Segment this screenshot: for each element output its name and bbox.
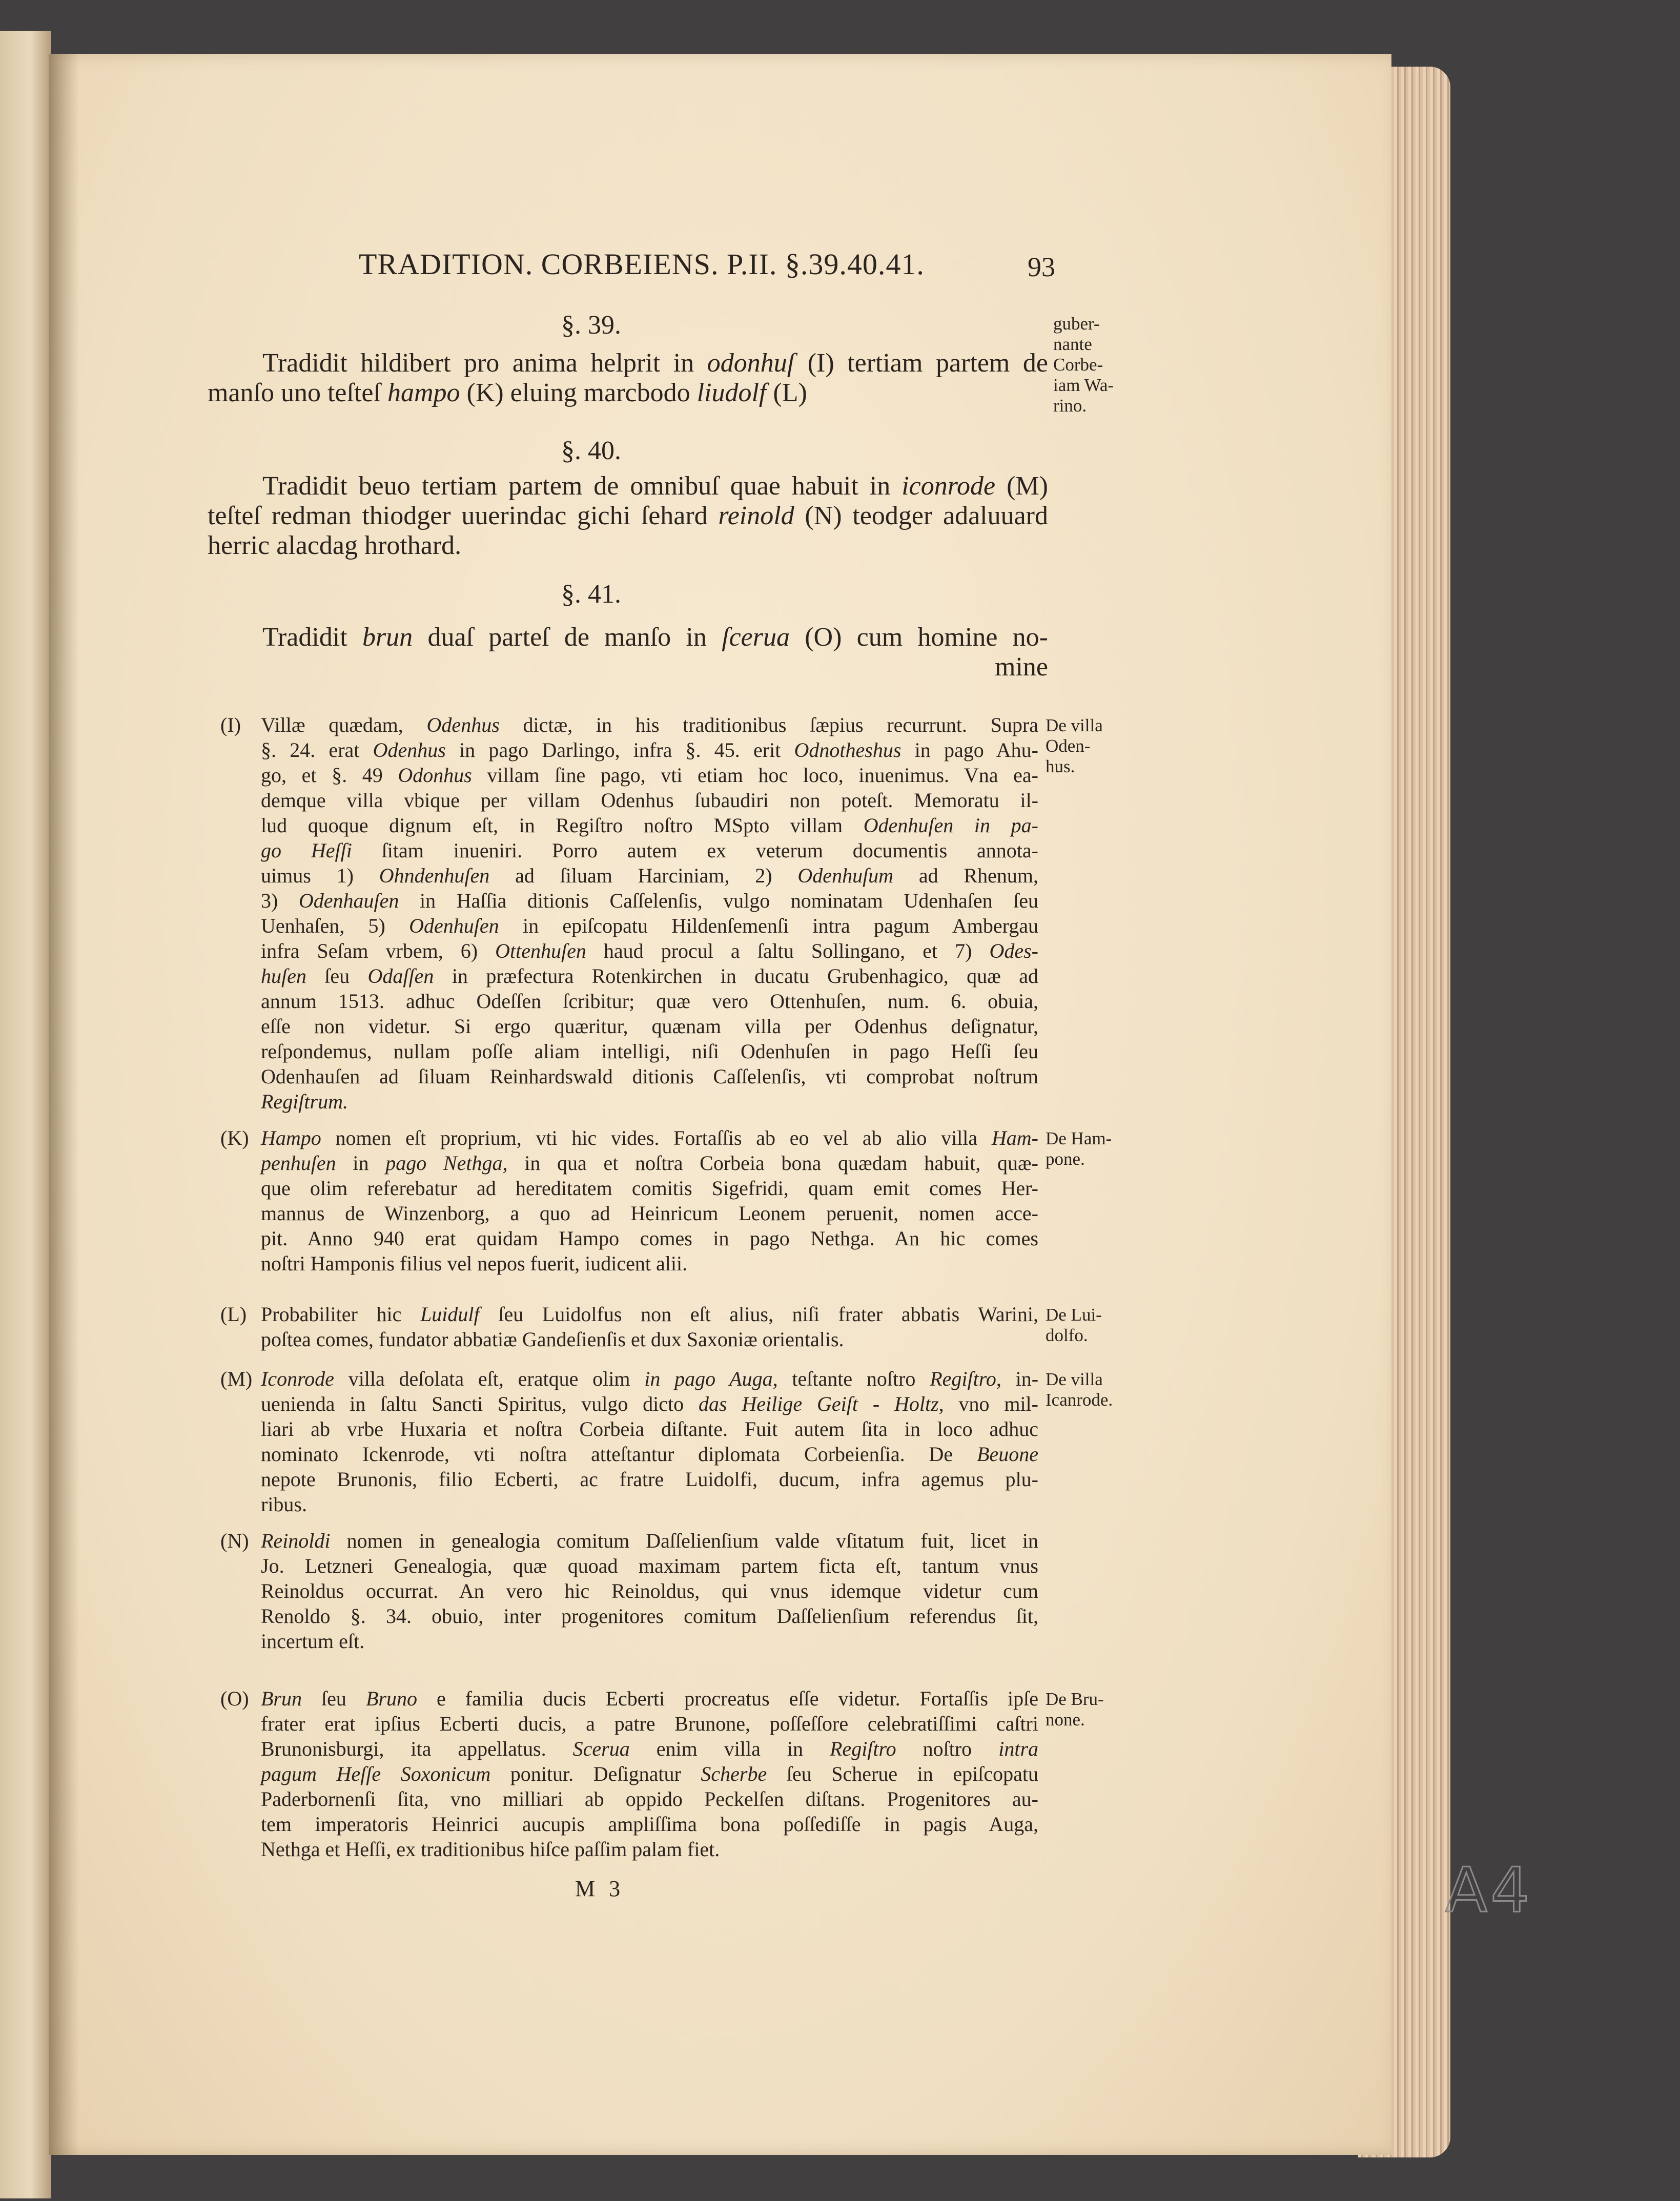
roman-text: (L) — [766, 378, 807, 407]
margin-note-line: nante — [1053, 334, 1092, 354]
roman-text: Odenhauſen ad ſiluam Reinhardswald ditionis Caſſelenſis, vti comprobat noſtrum — [261, 1065, 1038, 1088]
text-line — [261, 1629, 1038, 1654]
margin-note-line: guber- — [1053, 314, 1100, 334]
text-line — [261, 1039, 1038, 1064]
roman-text: noſtro — [896, 1737, 999, 1760]
section-heading: §. 41. — [561, 580, 621, 609]
margin-note-line: rino. — [1053, 396, 1087, 416]
page-number: 93 — [1028, 252, 1055, 282]
gutter-shadow — [49, 54, 79, 2155]
text-line — [261, 1416, 1038, 1442]
roman-text: manſo uno teſteſ — [208, 378, 387, 407]
text-line — [208, 531, 1048, 561]
roman-text: Uenhaſen, 5) — [261, 914, 409, 937]
roman-text: Brunonisburgi, ita appellatus. — [261, 1737, 573, 1760]
text-line — [261, 1327, 1038, 1352]
roman-text: Reinoldus occurrat. An vero hic Reinoldus, qui vnus idemque videtur cum — [261, 1579, 1038, 1602]
text-line — [261, 1837, 1038, 1862]
italic-text: in pago Auga — [644, 1367, 773, 1390]
roman-text: go, et §. 49 — [261, 764, 398, 787]
margin-note-line: De villa — [1046, 715, 1103, 735]
left-page-edge — [0, 31, 51, 2198]
roman-text: Paderbornenſi ſita, vno milliari ab oppido Peckelſen diſtans. Progenitores au- — [261, 1787, 1038, 1811]
margin-note-line: dolfo. — [1046, 1325, 1088, 1345]
roman-text: infra Seſam vrbem, 6) — [261, 939, 496, 962]
roman-text: Probabiliter hic — [261, 1303, 421, 1326]
italic-text: Hampo — [261, 1126, 321, 1149]
margin-note-line: De Bru- — [1046, 1689, 1104, 1709]
margin-note — [1046, 715, 1103, 777]
italic-text: Odonhus — [398, 764, 472, 787]
italic-text: brun — [362, 623, 413, 652]
text-line — [208, 652, 1048, 682]
italic-text: Odenhus — [373, 738, 446, 762]
italic-text: Odenhuſen — [409, 914, 499, 937]
text-line — [261, 863, 1038, 888]
italic-text: Odenhuſen in pa- — [863, 814, 1038, 837]
italic-text: Iconrode — [261, 1367, 334, 1390]
roman-text: Jo. Letzneri Genealogia, quæ quoad maximam partem ficta eſt, tantum vnus — [261, 1554, 1038, 1577]
text-line — [208, 501, 1048, 531]
roman-text: uimus 1) — [261, 864, 379, 887]
italic-text: Odenhauſen — [298, 889, 399, 912]
text-line — [208, 623, 1048, 652]
text-line — [261, 1251, 1038, 1276]
roman-text: (M) — [995, 471, 1048, 501]
roman-text: haud procul a ſaltu Sollingano, et 7) — [586, 939, 990, 962]
roman-text: dictæ, in his traditionibus ſæpius recurrunt. Supra — [499, 713, 1038, 736]
italic-text: reinold — [718, 501, 794, 530]
italic-text: huſen — [261, 964, 306, 988]
roman-text: ſeu — [306, 964, 368, 988]
roman-text: in præfectura Rotenkirchen in ducatu Grubenhagico, quæ ad — [434, 964, 1038, 988]
roman-text: Renoldo §. 34. obuio, inter progenitores comitum Daſſelienſium referendus ſit, — [261, 1605, 1038, 1628]
text-line — [261, 1528, 1038, 1553]
roman-text: , in qua et noſtra Corbeia bona quædam habuit, quæ- — [502, 1151, 1038, 1175]
text-line — [261, 788, 1038, 813]
roman-text: uenienda in ſaltu Sancti Spiritus, vulgo dicto — [261, 1392, 699, 1415]
margin-note — [1046, 1305, 1102, 1346]
text-line — [261, 1761, 1038, 1786]
italic-text: Scherbe — [701, 1762, 767, 1785]
roman-text: Tradidit hildibert pro anima helprit in — [262, 348, 707, 378]
roman-text: annum 1513. adhuc Odeſſen ſcribitur; quæ vero Ottenhuſen, num. 6. obuia, — [261, 990, 1038, 1013]
roman-text: , vno mil- — [938, 1392, 1038, 1415]
footnote-text — [261, 1366, 1038, 1517]
roman-text: (I) tertiam partem de — [794, 348, 1049, 378]
roman-text: (O) cum homine no- — [789, 623, 1048, 652]
footnote-label: (M) — [220, 1367, 253, 1390]
text-line — [261, 1366, 1038, 1391]
margin-note-line: iam Wa- — [1053, 375, 1114, 395]
roman-text: eſſe non videtur. Si ergo quæritur, quænam villa per Odenhus deſignatur, — [261, 1015, 1038, 1038]
italic-text: Odnotheshus — [794, 738, 902, 762]
roman-text: 3) — [261, 889, 299, 912]
section-text — [208, 471, 1048, 561]
footnote-text — [261, 1302, 1038, 1352]
text-line — [261, 1302, 1038, 1327]
running-header: TRADITION. CORBEIENS. P.II. §.39.40.41. — [359, 248, 925, 281]
roman-text: ſeu Scherue in epiſcopatu — [767, 1762, 1038, 1785]
text-line — [208, 348, 1048, 378]
footnote-text — [261, 1125, 1038, 1276]
italic-text: iconrode — [902, 471, 996, 501]
text-line — [261, 913, 1038, 938]
italic-text: liudolf — [696, 378, 767, 407]
italic-text: Odaſſen — [367, 964, 434, 988]
text-line — [261, 1150, 1038, 1176]
roman-text: ad Rhenum, — [893, 864, 1038, 887]
text-line — [261, 712, 1038, 737]
margin-note-line: pone. — [1046, 1149, 1085, 1169]
roman-text: lud quoque dignum eſt, in Regiſtro noſtro MSpto villam — [261, 814, 864, 837]
roman-text: in pago Ahu- — [901, 738, 1038, 762]
signature-mark: M 3 — [575, 1876, 625, 1901]
roman-text: que olim referebatur ad hereditatem comitis Sigefridi, quam emit comes Her- — [261, 1177, 1038, 1200]
roman-text: nepote Brunonis, filio Ecberti, ac fratre Luidolfi, ducum, infra agemus plu- — [261, 1468, 1038, 1491]
margin-note-line: none. — [1046, 1710, 1085, 1730]
italic-text: Odes- — [989, 939, 1038, 962]
footnote-label: (N) — [220, 1529, 249, 1552]
text-line — [261, 963, 1038, 989]
roman-text: Tradidit beuo tertiam partem de omnibuſ quae habuit in — [262, 471, 902, 501]
text-line — [261, 938, 1038, 963]
roman-text: incertum eſt. — [261, 1630, 365, 1653]
watermark-logo: A4 — [1445, 1855, 1533, 1926]
roman-text: ſeu — [302, 1687, 366, 1710]
text-line — [261, 1736, 1038, 1761]
italic-text: Ham- — [991, 1126, 1038, 1149]
italic-text: Reinoldi — [261, 1529, 331, 1552]
italic-text: Regiſtro — [930, 1367, 996, 1390]
margin-note-line: Oden- — [1046, 736, 1091, 756]
text-line — [261, 1686, 1038, 1711]
roman-text: §. 24. erat — [261, 738, 373, 762]
italic-text: Beuone — [977, 1443, 1038, 1466]
roman-text: liari ab vrbe Huxaria et noſtra Corbeia diſtante. Fuit autem ſita in loco adhuc — [261, 1417, 1038, 1441]
margin-note-line: Corbe- — [1053, 355, 1103, 375]
footnote-label: (O) — [220, 1687, 249, 1710]
roman-text: nomen eſt proprium, vti hic vides. Fortaſſis ab eo vel ab alio villa — [321, 1126, 992, 1149]
roman-text: reſpondemus, nullam poſſe aliam intelligi, niſi Odenhuſen in pago Heſſi ſeu — [261, 1040, 1038, 1063]
italic-text: Regiſtrum. — [261, 1090, 348, 1113]
roman-text: (N) teodger adaluuard — [794, 501, 1048, 530]
text-line — [261, 1064, 1038, 1089]
text-line — [261, 1089, 1038, 1114]
roman-text: duaſ parteſ de manſo in — [413, 623, 722, 652]
margin-note — [1046, 1369, 1113, 1410]
margin-note — [1046, 1689, 1104, 1730]
text-line — [261, 1125, 1038, 1150]
roman-text: Villæ quædam, — [261, 713, 427, 736]
footnote-text — [261, 1686, 1038, 1862]
roman-text: nomen in genealogia comitum Daſſelienſium valde vſitatum fuit, licet in — [330, 1529, 1038, 1552]
roman-text: (K) eluing marcbodo — [460, 378, 697, 407]
margin-note — [1046, 1128, 1112, 1169]
text-line — [261, 1492, 1038, 1517]
text-line — [261, 1467, 1038, 1492]
roman-text: e familia ducis Ecberti procreatus eſſe videtur. Fortaſſis ipſe — [417, 1687, 1038, 1710]
text-line — [261, 1176, 1038, 1201]
italic-text: pago Nethga — [385, 1151, 503, 1175]
roman-text: nominato Ickenrode, vti noſtra atteſtantur diplomata Corbeienſia. De — [261, 1443, 977, 1466]
text-line — [261, 1201, 1038, 1226]
text-line — [261, 838, 1038, 863]
roman-text: villam ſine pago, vti etiam hoc loco, inuenimus. Vna ea- — [472, 764, 1039, 787]
roman-text: mine — [995, 652, 1048, 682]
section-heading: §. 40. — [561, 436, 621, 465]
italic-text: intra — [998, 1737, 1039, 1760]
roman-text: Nethga et Heſſi, ex traditionibus hiſce paſſim palam fiet. — [261, 1838, 720, 1861]
roman-text: demque villa vbique per villam Odenhus ſubaudiri non poteſt. Memoratu il- — [261, 789, 1038, 812]
roman-text: villa deſolata eſt, eratque olim — [334, 1367, 645, 1390]
roman-text: ponitur. Deſignatur — [490, 1762, 701, 1785]
margin-note-line: De villa — [1046, 1369, 1103, 1389]
margin-note-line: hus. — [1046, 756, 1075, 776]
roman-text: ribus. — [261, 1493, 307, 1516]
roman-text: ad ſiluam Harciniam, 2) — [489, 864, 798, 887]
text-line — [261, 813, 1038, 838]
text-line — [261, 1442, 1038, 1467]
roman-text: ſeu Luidolfus non eſt alius, niſi frater abbatis Warini, — [479, 1303, 1038, 1326]
italic-text: pagum Heſſe Soxonicum — [261, 1762, 491, 1785]
footnote-label: (I) — [220, 713, 241, 736]
italic-text: Brun — [261, 1687, 302, 1710]
italic-text: odonhuſ — [707, 348, 795, 378]
footnote-text — [261, 712, 1038, 1114]
margin-note — [1053, 314, 1114, 416]
text-line — [261, 1014, 1038, 1039]
roman-text: , teſtante noſtro — [772, 1367, 930, 1390]
italic-text: ſcerua — [722, 623, 790, 652]
text-line — [261, 1603, 1038, 1629]
text-line — [261, 1391, 1038, 1416]
footnote-text — [261, 1528, 1038, 1654]
text-line — [208, 378, 1048, 408]
text-line — [208, 471, 1048, 501]
roman-text: teſteſ redman thiodger uuerindac gichi ſehard — [208, 501, 719, 530]
footnote-label: (K) — [220, 1126, 249, 1149]
roman-text: enim villa in — [629, 1737, 830, 1760]
margin-note-line: De Lui- — [1046, 1305, 1102, 1325]
italic-text: Regiſtro — [830, 1737, 896, 1760]
italic-text: Odenhuſum — [797, 864, 894, 887]
italic-text: Odenhus — [426, 713, 500, 736]
italic-text: hampo — [387, 378, 460, 407]
text-line — [261, 989, 1038, 1014]
italic-text: Bruno — [365, 1687, 417, 1710]
roman-text: , in- — [996, 1367, 1039, 1390]
roman-text: noſtri Hamponis filius vel nepos fuerit, iudicent alii. — [261, 1252, 688, 1275]
text-line — [261, 1553, 1038, 1578]
footnote-label: (L) — [220, 1303, 247, 1326]
text-line — [261, 1812, 1038, 1837]
text-line — [261, 1578, 1038, 1603]
section-text — [208, 623, 1048, 682]
text-line — [261, 888, 1038, 913]
section-heading: §. 39. — [561, 311, 621, 340]
text-line — [261, 1711, 1038, 1736]
roman-text: in pago Darlingo, infra §. 45. erit — [445, 738, 794, 762]
italic-text: Ottenhuſen — [495, 939, 586, 962]
margin-note-line: De Ham- — [1046, 1128, 1112, 1148]
roman-text: in epiſcopatu Hildenſemenſi intra pagum Ambergau — [499, 914, 1038, 937]
roman-text: herric alacdag hrothard. — [208, 531, 462, 560]
text-line — [261, 1226, 1038, 1251]
roman-text: poſtea comes, fundator abbatiæ Gandeſienſis et dux Saxoniæ orientalis. — [261, 1328, 844, 1351]
italic-text: das Heilige Geiſt - Holtz — [699, 1392, 939, 1415]
margin-note-line: Icanrode. — [1046, 1390, 1113, 1410]
text-line — [261, 763, 1038, 788]
roman-text: mannus de Winzenborg, a quo ad Heinricum Leonem peruenit, nomen acce- — [261, 1202, 1038, 1225]
italic-text: Luidulf — [420, 1303, 480, 1326]
roman-text: tem imperatoris Heinrici aucupis ampliſſima bona poſſediſſe in pagis Auga, — [261, 1813, 1038, 1836]
roman-text: frater erat ipſius Ecberti ducis, a patre Brunone, poſſeſſore celebratiſſimi caſtri — [261, 1712, 1038, 1735]
text-line — [261, 1786, 1038, 1812]
roman-text: in Haſſia ditionis Caſſelenſis, vulgo nominatam Udenhaſen ſeu — [399, 889, 1038, 912]
text-line — [261, 737, 1038, 763]
roman-text: in — [336, 1151, 386, 1175]
roman-text: ſitam inueniri. Porro autem ex veterum documentis annota- — [352, 839, 1038, 862]
italic-text: go Heſſi — [261, 839, 352, 862]
italic-text: Scerua — [572, 1737, 630, 1760]
italic-text: Ohndenhuſen — [379, 864, 490, 887]
section-text — [208, 348, 1048, 408]
roman-text: Tradidit — [262, 623, 362, 652]
italic-text: penhuſen — [261, 1151, 336, 1175]
roman-text: pit. Anno 940 erat quidam Hampo comes in pago Nethga. An hic comes — [261, 1227, 1038, 1250]
